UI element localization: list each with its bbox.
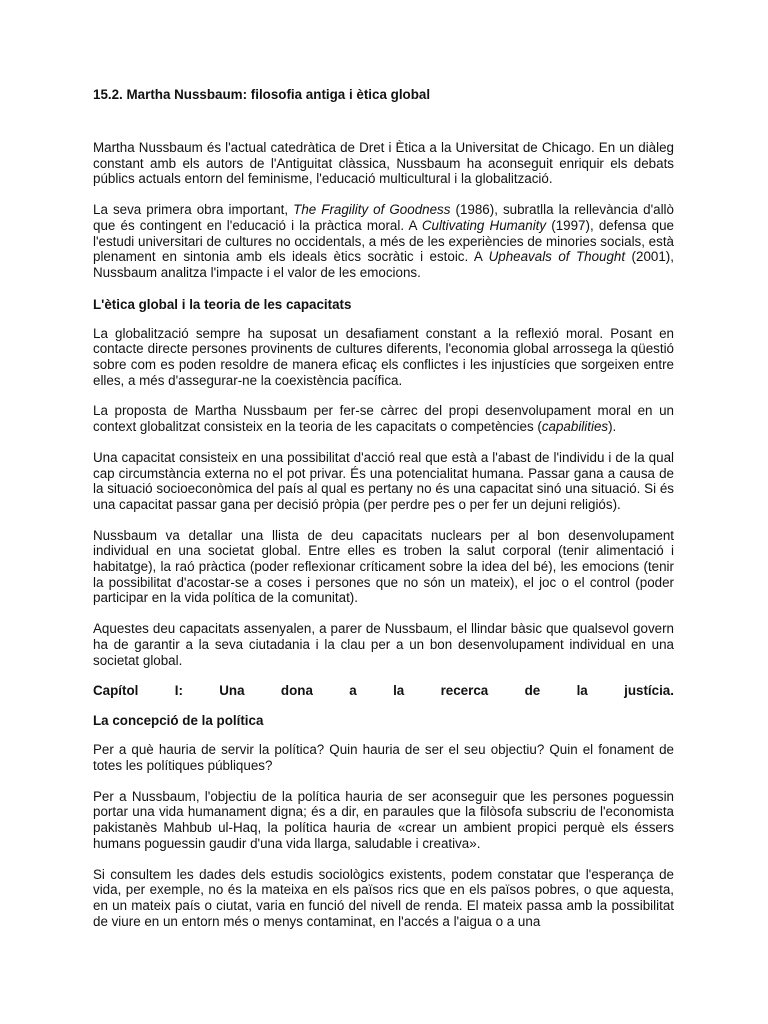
chapter-word: la	[393, 683, 405, 699]
book-title: Cultivating Humanity	[421, 217, 547, 233]
text-run: (1997), defensa que l'estudi universitari de cultures no occidentals, a més de les experiències de minories socials, està plenament en sintonia amb els ideals ètics socràtic i estoic. A	[93, 217, 674, 265]
chapter-word: justícia.	[624, 683, 674, 699]
text-run: La seva primera obra important,	[93, 202, 294, 218]
subheading-politics: La concepció de la política	[93, 713, 264, 729]
book-title: Upheavals of Thought	[488, 249, 626, 265]
paragraph-questions: Per a què hauria de servir la política? Quin hauria de ser el seu objectiu? Quin el fonament de totes les polítiques públiques?	[93, 742, 674, 773]
text-run: (2001), Nussbaum analitza l'impacte i el valor de les emocions.	[93, 249, 674, 280]
chapter-word: recerca	[440, 683, 489, 699]
section-title: 15.2. Martha Nussbaum: filosofia antiga i ètica global	[93, 87, 431, 102]
paragraph-capacity-definition: Una capacitat consisteix en una possibilitat d'acció real que està a l'abast de l'individu i de la qual cap circumstància externa no el pot privar. És una potencialitat humana. Passar gana a causa de la situació socioeconòmica del país al qual es pertany no és una capacitat sinó una situació. Si és una capacitat passar gana per decisió pròpia (per perdre pes o per fer un dejuni religiós).	[93, 449, 674, 512]
chapter-word: I:	[174, 683, 183, 699]
chapter-word: Una	[219, 683, 245, 699]
chapter-word: Capítol	[93, 683, 139, 699]
paragraph-ten-capacities: Nussbaum va detallar una llista de deu capacitats nuclears per al bon desenvolupament individual en una societat global. Entre elles es troben la salut corporal (tenir alimentació i habitatge), la raó pràctica (poder reflexionar críticament sobre la idea del bé), les emocions (tenir la possibilitat d'acostar-se a coses i persones que no són un mateix), el joc o el control (poder participar en la vida política de la comunitat).	[93, 527, 674, 606]
chapter-word: dona	[280, 683, 313, 699]
paragraph-works	[93, 202, 674, 281]
text-run: (1986), subratlla la rellevància d'allò que és contingent en l'educació i la pràctica moral. A	[93, 202, 674, 233]
chapter-word: de	[524, 683, 541, 699]
chapter-word: a	[349, 683, 357, 699]
paragraph-objective: Per a Nussbaum, l'objectiu de la política hauria de ser aconseguir que les persones poguessin portar una vida humanament digna; és a dir, en paraules que la filòsofa subscriu de l'economista pakistanès Mahbub ul-Haq, la política hauria de «crear un ambient propici perquè els éssers humans poguessin gaudir d'una vida llarga, saludable i creativa».	[93, 788, 674, 851]
text-run: La proposta de Martha Nussbaum per fer-se càrrec del propi desenvolupament moral en un context globalitzat consisteix en la teoria de les capacitats o competències (	[93, 403, 674, 435]
paragraph-threshold: Aquestes deu capacitats assenyalen, a parer de Nussbaum, el llindar bàsic que qualsevol govern ha de garantir a la seva ciutadania i la clau per a un bon desenvolupament individual en una societat global.	[93, 621, 674, 668]
paragraph-globalization: La globalització sempre ha suposat un desafiament constant a la reflexió moral. Posant en contacte directe persones provinents de cultures diferents, l'economia global arrossega la qüestió sobre com es poden resoldre de manera eficaç els conflictes i les injustícies que sorgeixen entre elles, a més d'assegurar-ne la coexistència pacífica.	[93, 325, 674, 388]
term-capabilities: capabilities	[541, 419, 609, 435]
paragraph-proposal	[93, 403, 674, 434]
paragraph-data: Si consultem les dades dels estudis sociològics existents, podem constatar que l'esperança de vida, per exemple, no és la mateixa en els països rics que en els països pobres, o que aquesta, en un mateix país o ciutat, varia en funció del nivell de renda. El mateix passa amb la possibilitat de viure en un entorn més o menys contaminat, en l'accés a l'aigua o a una	[93, 866, 674, 929]
paragraph-intro: Martha Nussbaum és l'actual catedràtica de Dret i Ètica a la Universitat de Chicago. En un diàleg constant amb els autors de l'Antiguitat clàssica, Nussbaum ha aconseguit enriquir els debats públics actuals entorn del feminisme, l'educació multicultural i la globalització.	[93, 140, 674, 187]
chapter-heading	[93, 683, 674, 699]
text-run: ).	[608, 419, 617, 435]
subheading-global-ethics: L'ètica global i la teoria de les capacitats	[93, 296, 352, 312]
book-title: The Fragility of Goodness	[293, 202, 451, 218]
chapter-word: la	[576, 683, 588, 699]
